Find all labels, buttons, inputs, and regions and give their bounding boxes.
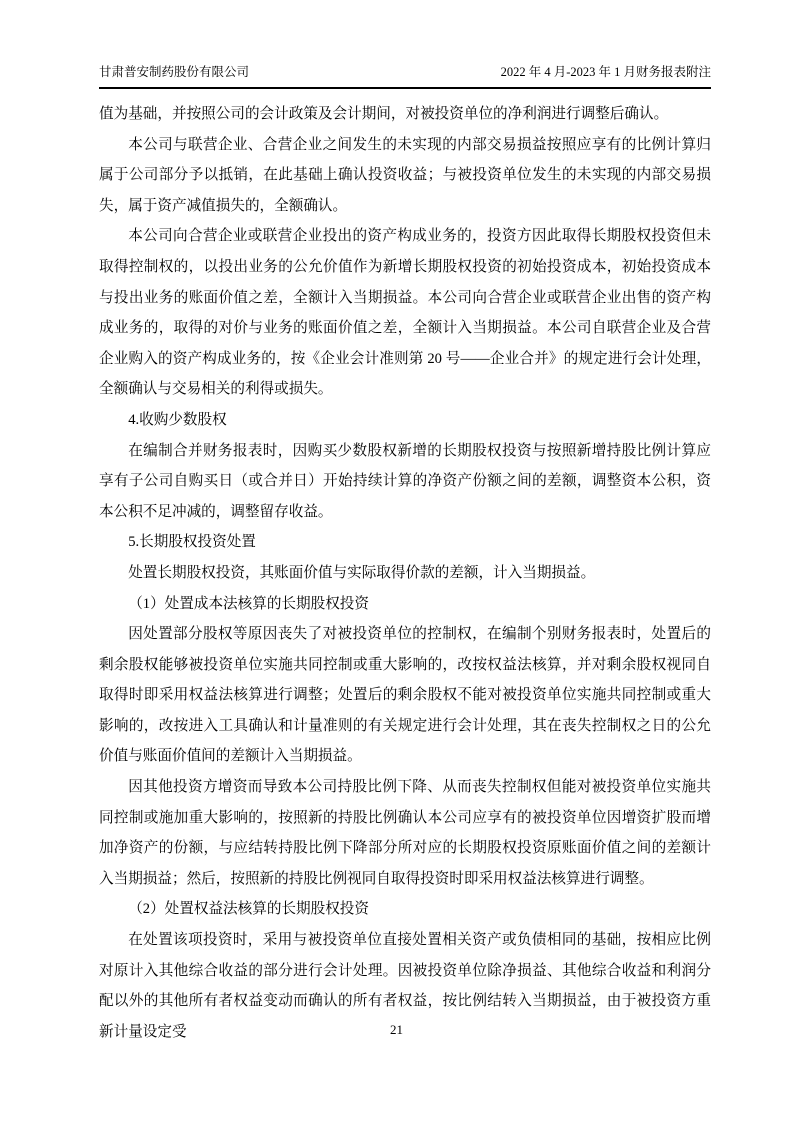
- paragraph: 在处置该项投资时，采用与被投资单位直接处置相关资产或负债相同的基础，按相应比例对原计入其他综合收益的部分进行会计处理。因被投资单位除净损益、其他综合收益和利润分配以外的其他所有者权益变动而确认的所有者权益，按比例结转入当期损益，由于被投资方重新计量设定受: [99, 932, 711, 1040]
- page-footer: [0, 1022, 793, 1038]
- paragraph: 本公司与联营企业、合营企业之间发生的未实现的内部交易损益按照应享有的比例计算归属于公司部分予以抵销，在此基础上确认投资收益；与被投资单位发生的未实现的内部交易损失，属于资产减值损失的，全额确认。: [99, 136, 711, 214]
- paragraph: 在编制合并财务报表时，因购买少数股权新增的长期股权投资与按照新增持股比例计算应享有子公司自购买日（或合并日）开始持续计算的净资产份额之间的差额，调整资本公积，资本公积不足冲减的，调整留存收益。: [99, 442, 711, 520]
- header-report-title: 2022 年 4 月-2023 年 1 月财务报表附注: [500, 65, 711, 79]
- page-number: 21: [390, 1022, 403, 1037]
- subsection-heading-equity-method: （2）处置权益法核算的长期股权投资: [128, 901, 369, 918]
- section-heading-minority-equity: 4.收购少数股权: [128, 411, 227, 428]
- paragraph: 因其他投资方增资而导致本公司持股比例下降、从而丧失控制权但能对被投资单位实施共同控制或施加重大影响的，按照新的持股比例确认本公司应享有的被投资单位因增资扩股而增加净资产的份额，与应结转持股比例下降部分所对应的长期股权投资原账面价值之间的差额计入当期损益；然后，按照新的持股比例视同自取得投资时即采用权益法核算进行调整。: [99, 779, 711, 887]
- paragraph: 本公司向合营企业或联营企业投出的资产构成业务的，投资方因此取得长期股权投资但未取得控制权的，以投出业务的公允价值作为新增长期股权投资的初始投资成本，初始投资成本与投出业务的账面价值之差，全额计入当期损益。本公司向合营企业或联营企业出售的资产构成业务的，取得的对价与业务的账面价值之差，全额计入当期损益。本公司自联营企业及合营企业购入的资产构成业务的，按《企业会计准则第 20 号——企业合并》的规定进行会计处理，全额确认与交易相关的利得或损失。: [99, 228, 711, 398]
- page-header: [99, 62, 711, 89]
- subsection-heading-cost-method: （1）处置成本法核算的长期股权投资: [128, 595, 369, 612]
- paragraph-continuation: 值为基础，并按照公司的会计政策及会计期间，对被投资单位的净利润进行调整后确认。: [99, 106, 669, 122]
- paragraph: 因处置部分股权等原因丧失了对被投资单位的控制权，在编制个别财务报表时，处置后的剩余股权能够被投资单位实施共同控制或重大影响的，改按权益法核算，并对剩余股权视同自取得时即采用权益法核算进行调整；处置后的剩余股权不能对被投资单位实施共同控制或重大影响的，改按进入工具确认和计量准则的有关规定进行会计处理，其在丧失控制权之日的公允价值与账面价值间的差额计入当期损益。: [99, 626, 711, 765]
- paragraph: 处置长期股权投资，其账面价值与实际取得价款的差额，计入当期损益。: [128, 564, 596, 581]
- header-company-name: 甘肃普安制药股份有限公司: [99, 65, 250, 79]
- section-heading-disposal: 5.长期股权投资处置: [128, 534, 256, 551]
- document-body: [99, 99, 711, 1047]
